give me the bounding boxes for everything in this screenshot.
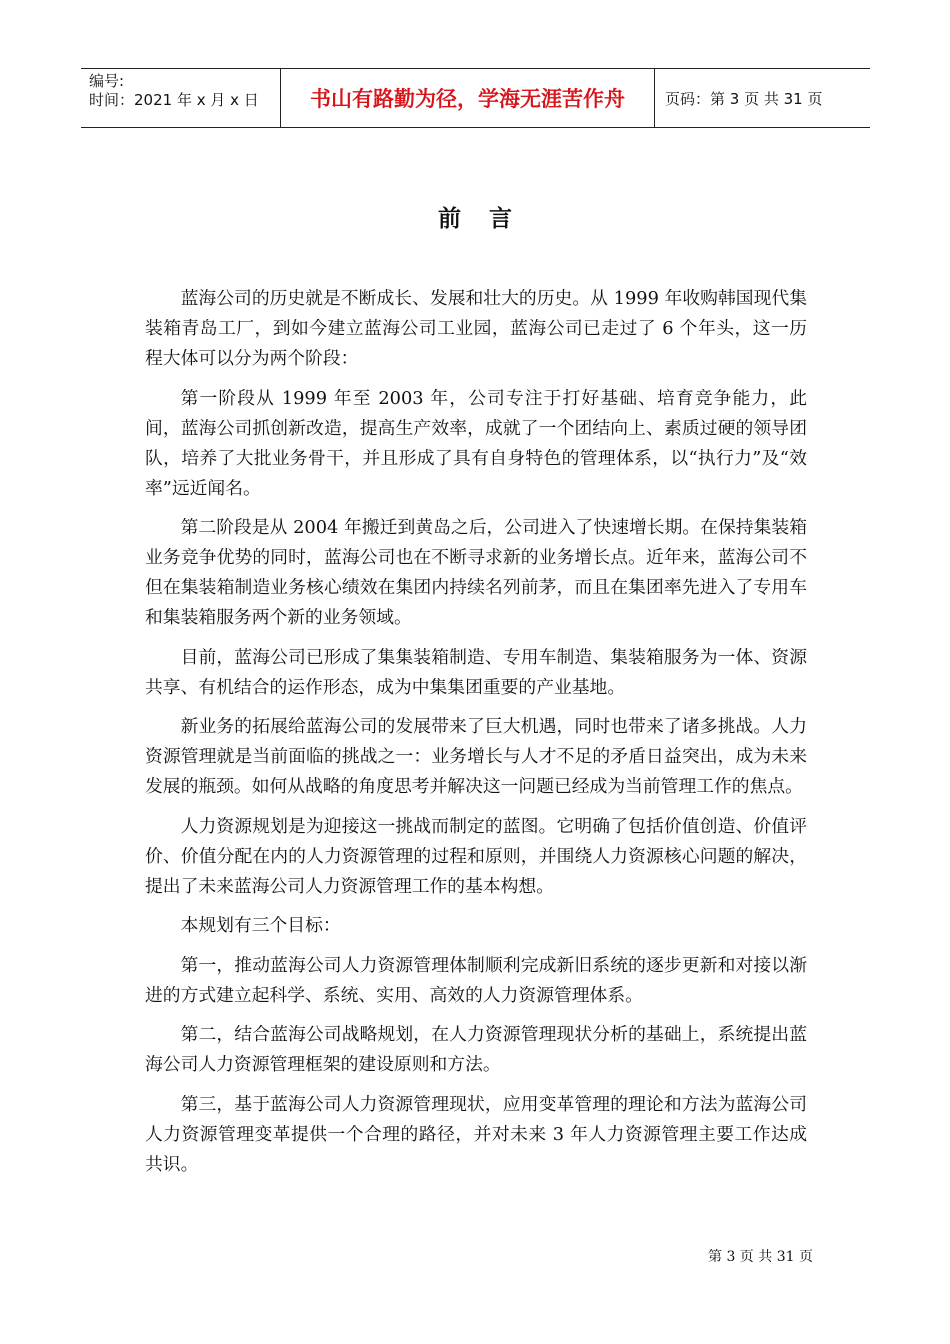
header-motto: 书山有路勤为径，学海无涯苦作舟 bbox=[281, 69, 655, 127]
document-time-label: 时间：2021 年 x 月 x 日 bbox=[89, 91, 259, 109]
paragraph: 第一，推动蓝海公司人力资源管理体制顺利完成新旧系统的逐步更新和对接以渐进的方式建立起科学、系统、实用、高效的人力资源管理体系。 bbox=[145, 954, 807, 1006]
paragraph: 第二，结合蓝海公司战略规划，在人力资源管理现状分析的基础上，系统提出蓝海公司人力资源管理框架的建设原则和方法。 bbox=[145, 1024, 807, 1075]
paragraph: 蓝海公司的历史就是不断成长、发展和壮大的历史。从 1999 年收购韩国现代集装箱青岛工厂，到如今建立蓝海公司工业园，蓝海公司已走过了 6 个年头，这一历程大体可以分为两个阶段： bbox=[145, 288, 807, 369]
header-page-number: 页码：第 3 页 共 31 页 bbox=[665, 89, 823, 108]
paragraph: 第二阶段是从 2004 年搬迁到黄岛之后，公司进入了快速增长期。在保持集装箱业务竞争优势的同时，蓝海公司也在不断寻求新的业务增长点。近年来，蓝海公司不但在集装箱制造业务核心绩效在集团内持续名列前茅，而且在集团率先进入了专用车和集装箱服务两个新的业务领域。 bbox=[145, 517, 807, 628]
document-body bbox=[145, 284, 807, 1189]
header-meta-cell bbox=[81, 69, 281, 127]
paragraph: 目前，蓝海公司已形成了集集装箱制造、专用车制造、集装箱服务为一体、资源共享、有机结合的运作形态，成为中集集团重要的产业基地。 bbox=[145, 646, 807, 698]
footer-page-number: 第 3 页 共 31 页 bbox=[708, 1249, 813, 1265]
document-code-label: 编号: bbox=[89, 72, 125, 90]
paragraph: 本规划有三个目标： bbox=[180, 915, 341, 936]
paragraph: 新业务的拓展给蓝海公司的发展带来了巨大机遇，同时也带来了诸多挑战。人力资源管理就是当前面临的挑战之一：业务增长与人才不足的矛盾日益突出，成为未来发展的瓶颈。如何从战略的角度思考并解决这一问题已经成为当前管理工作的焦点。 bbox=[145, 716, 807, 797]
page-title: 前言 bbox=[438, 206, 540, 232]
paragraph: 第一阶段从 1999 年至 2003 年，公司专注于打好基础、培育竞争能力，此间，蓝海公司抓创新改造，提高生产效率，成就了一个团结向上、素质过硬的领导团队，培养了大批业务骨干，并且形成了具有自身特色的管理体系，以“执行力”及“效率”远近闻名。 bbox=[145, 387, 807, 499]
header-table bbox=[81, 68, 870, 128]
paragraph: 第三，基于蓝海公司人力资源管理现状，应用变革管理的理论和方法为蓝海公司人力资源管理变革提供一个合理的路径，并对未来 3 年人力资源管理主要工作达成共识。 bbox=[145, 1093, 807, 1175]
paragraph: 人力资源规划是为迎接这一挑战而制定的蓝图。它明确了包括价值创造、价值评价、价值分配在内的人力资源管理的过程和原则，并围绕人力资源核心问题的解决，提出了未来蓝海公司人力资源管理工作的基本构想。 bbox=[145, 815, 807, 897]
